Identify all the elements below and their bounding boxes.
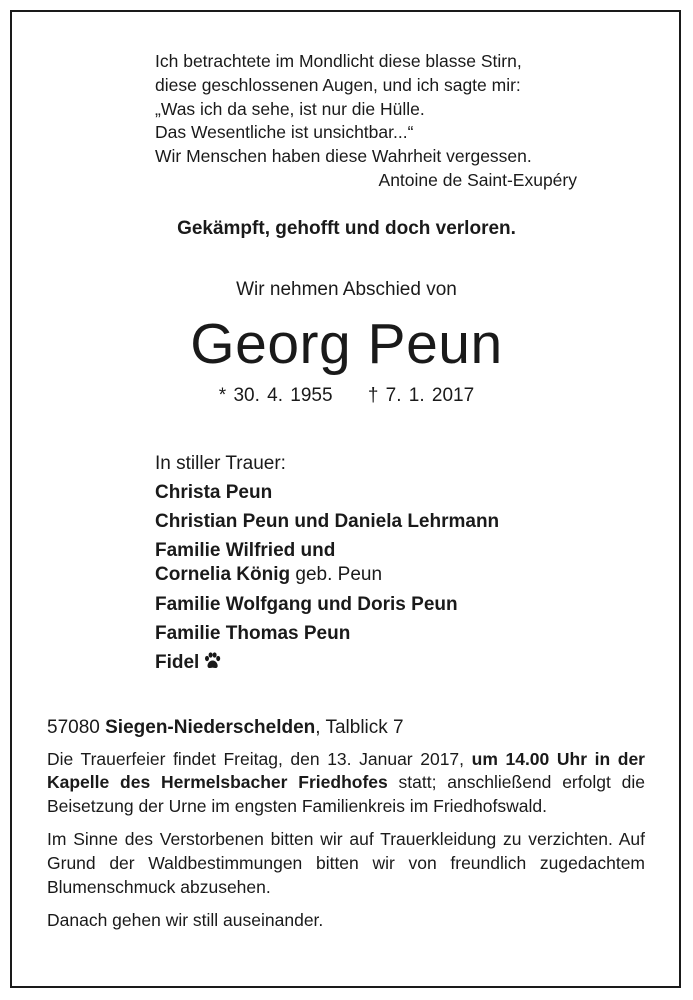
mourner: Familie Thomas Peun	[155, 623, 351, 644]
mourner	[155, 648, 605, 679]
quote-block	[155, 50, 585, 193]
quote-line: diese geschlossenen Augen, und ich sagte mir:	[155, 74, 521, 95]
ceremony-text: Die Trauerfeier findet Freitag, den 13. Januar 2017,	[47, 748, 472, 769]
life-dates	[0, 385, 693, 407]
quote-line: „Was ich da sehe, ist nur die Hülle.	[155, 98, 425, 119]
ceremony-time-place: um 14.00 Uhr in der Kapelle des Hermelsbacher Friedhofes	[47, 748, 645, 793]
mourner	[155, 563, 605, 590]
deceased-name: Georg Peun	[190, 312, 503, 376]
notice-body	[47, 716, 645, 943]
mourner-maiden-name: geb. Peun	[290, 564, 383, 585]
quote-line: Das Wesentliche ist unsichtbar...“	[155, 122, 414, 143]
birth-date: * 30. 4. 1955	[218, 385, 333, 406]
farewell-line: Wir nehmen Abschied von	[236, 279, 457, 300]
quote-author: Antoine de Saint-Exupéry	[378, 169, 577, 190]
motto: Gekämpft, gehofft und doch verloren.	[177, 218, 516, 239]
closing-paragraph: Danach gehen wir still auseinander.	[47, 910, 324, 931]
mourner: Familie Wilfried und	[155, 540, 336, 561]
mourner-name: Cornelia König	[155, 564, 291, 585]
mourners-list	[155, 449, 605, 679]
mourners-intro: In stiller Trauer:	[155, 453, 286, 474]
address-city: Siegen-Niederschelden	[105, 717, 316, 738]
address-street: Talblick 7	[320, 717, 404, 738]
dress-code-paragraph: Im Sinne des Verstorbenen bitten wir auf Trauerkleidung zu verzichten. Auf Grund der Waldbestimmungen bitten wir von freundlich zugedachtem Blumenschmuck abzusehen.	[47, 829, 645, 897]
paw-icon	[203, 650, 222, 679]
death-date: † 7. 1. 2017	[367, 385, 475, 406]
ceremony-paragraph	[47, 748, 645, 819]
mourner: Christian Peun und Daniela Lehrmann	[155, 511, 500, 532]
mourner: Familie Wolfgang und Doris Peun	[155, 594, 458, 615]
mourner: Christa Peun	[155, 482, 273, 503]
quote-line: Wir Menschen haben diese Wahrheit vergessen.	[155, 146, 532, 167]
ceremony-text-end: statt; anschließend erfolgt die Beisetzung der Urne im engsten Familienkreis im Friedhofswald.	[47, 772, 646, 816]
mourner-pet-name: Fidel	[155, 652, 200, 673]
address-zip: 57080	[47, 717, 100, 738]
address-separator: ,	[315, 717, 321, 738]
quote-line: Ich betrachtete im Mondlicht diese blasse Stirn,	[155, 51, 522, 71]
address	[47, 716, 645, 740]
